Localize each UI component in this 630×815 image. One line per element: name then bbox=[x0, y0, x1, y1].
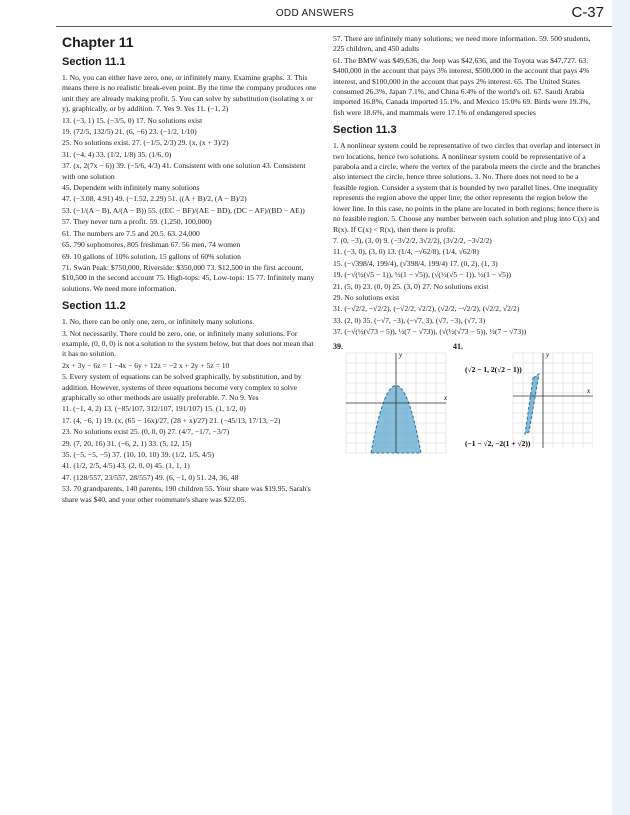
answer-line: 45. Dependent with infinitely many solutions bbox=[62, 183, 200, 193]
answer-line: 33. (2, 0) 35. (−√7, −3), (−√7, 3), (√7, −3), (√7, 3) bbox=[333, 315, 486, 325]
section-title-11-2: Section 11.2 bbox=[62, 300, 126, 313]
answer-line: 7. (0, −3), (3, 0) 9. (−3√2/2, 3√2/2), (3√2/2, −3√2/2) bbox=[333, 235, 492, 245]
answer-line: 19. (−√(½(√5 − 1)), ½(1 − √5)), (√(½(√5 − 1)), ½(1 − √5)) bbox=[333, 270, 512, 280]
answer-line: 37. (x, 2(7x − 6)) 39. (−5/6, 4/3) 41. Consistent with one solution 43. Consistent with one solution bbox=[62, 161, 306, 181]
y-axis-label: y bbox=[399, 350, 403, 359]
point-label-top: (√2 − 1, 2(√2 − 1)) bbox=[465, 364, 522, 374]
section-title-11-1: Section 11.1 bbox=[62, 56, 126, 68]
answer-line: 1. No, you can either have zero, one, or infinitely many. Examine graphs. 3. This means there is no realistic break-even point. By the time the company produces one unit they are already making profit. 5. You can solve by substitution (isolating x or y), graphically, or by addition. 7. Yes 9. Yes 11. (−1, 2) bbox=[62, 73, 317, 114]
section-title-11-3: Section 11.3 bbox=[333, 124, 397, 137]
right-column bbox=[333, 34, 601, 462]
answer-line: 37. (−√(½(√73 − 5)), ½(7 − √73)), (√(½(√73 − 5)), ½(7 − √73)) bbox=[333, 327, 527, 337]
x-axis-label: x bbox=[587, 386, 591, 395]
page-number: C-37 bbox=[571, 4, 604, 21]
answer-line: 21. (5, 0) 23. (0, 0) 25. (3, 0) 27. No solutions exist bbox=[333, 281, 489, 291]
answer-line: 47. (−3.08, 4.91) 49. (−1.52, 2.29) 51. ((A + B)/2, (A − B)/2) bbox=[62, 194, 247, 204]
answer-line: 57. There are infinitely many solutions; we need more information. 59. 500 students, 225 children, and 450 adults bbox=[333, 34, 591, 54]
answer-line: 1. A nonlinear system could be representative of two circles that overlap and intersect in two locations, hence two solutions. A nonlinear system could be representative of a parabola and a circle, where the vertex of the parabola meets the circle and the branches also intersect the circle, hence three solutions. 3. No. There does not need to be a feasible region. Consider a system that is bounded by two parallel lines. One inequality represents the region above the upper line; the other represents the region below the lower line. In this case, no points in the plane are located in both regions; hence there is no feasible region. 5. Choose any number between each solution and plug into C(x) and R(x). If C(x) < R(x), then there is profit. bbox=[333, 141, 601, 234]
graph-39 bbox=[341, 348, 451, 458]
chapter-title: Chapter 11 bbox=[62, 34, 134, 50]
graph-39-label: 39. bbox=[333, 341, 343, 351]
answer-line: 57. They never turn a profit. 59. (1,250, 100,000) bbox=[62, 217, 212, 227]
graph-41-label: 41. bbox=[453, 341, 463, 351]
answer-line: 11. (−3, 0), (3, 0) 13. (1/4, −√62/8), (1/4, √62/8) bbox=[333, 247, 479, 257]
answer-line: 41. (1/2, 2/5, 4/5) 43. (2, 0, 0) 45. (1, 1, 1) bbox=[62, 461, 190, 471]
equation-line: 2x + 3y − 6z = 1 −4x − 6y + 12z = −2 x + 2y + 5z = 10 bbox=[62, 360, 230, 370]
answer-line: 53. (−1/(A − B), A/(A − B)) 55. ((EC − BF)/(AE − BD), (DC − AF)/(BD − AE)) bbox=[62, 205, 305, 215]
answer-line: 29. (7, 20, 16) 31. (−6, 2, 1) 33. (5, 12, 15) bbox=[62, 438, 192, 448]
answer-line: 61. The BMW was $49,636, the Jeep was $42,636, and the Toyota was $47,727. 63. $400,000 in the account that pays 3% interest, $500,000 in the account that pays 4% interest, and $100,000 in the account that pays 2% interest. 65. The United States consumed 26.3%, Japan 7.1%, and China 6.4% of the world's oil. 67. Saudi Arabia imported 16.8%, Canada imported 15.1%, and Mexico 15.0% 69. Birds were 19.3%, fish were 18.6%, and mammals were 17.1% of endangered species bbox=[333, 55, 591, 117]
left-column bbox=[62, 34, 317, 506]
answer-line: 13. (−3, 1) 15. (−3/5, 0) 17. No solutions exist bbox=[62, 115, 203, 125]
answer-line: 17. (4, −6, 1) 19. (x, (65 − 16x)/27, (28 + x)/27) 21. (−45/13, 17/13, −2) bbox=[62, 415, 281, 425]
answer-line: 11. (−1, 4, 2) 13. (−85/107, 312/107, 191/107) 15. (1, 1/2, 0) bbox=[62, 404, 246, 414]
answer-line: 71. Swan Peak: $750,000, Riverside: $350,000 73. $12,500 in the first account, $10,500 in the second account 75. High-tops: 45, Low-tops: 15 77. Infinitely many solutions. We need more information. bbox=[62, 262, 315, 293]
answer-line: 69. 10 gallons of 10% solution, 15 gallons of 60% solution bbox=[62, 251, 241, 261]
answer-line: 53. 70 grandparents, 140 parents, 190 children 55. Your share was $19.95, Sarah's share was $40, and your other roommate's share was $22.05. bbox=[62, 484, 311, 504]
y-axis-label: y bbox=[546, 350, 550, 359]
x-axis-label: x bbox=[444, 393, 448, 402]
answer-line: 47. (128/557, 23/557, 28/557) 49. (6, −1, 0) 51. 24, 36, 48 bbox=[62, 472, 239, 482]
answer-line: 1. No, there can be only one, zero, or infinitely many solutions. bbox=[62, 317, 255, 327]
answer-line: 31. (−√2/2, −√2/2), (−√2/2, √2/2), (√2/2, −√2/2), (√2/2, √2/2) bbox=[333, 304, 520, 314]
page-edge-strip bbox=[612, 0, 630, 815]
answer-line: 5. Every system of equations can be solved graphically, by substitution, and by addition. However, systems of three equations become very complex to solve graphically so other methods are usually preferable. 7. No 9. Yes bbox=[62, 372, 302, 402]
answer-line: 65. 790 sophomores, 805 freshman 67. 56 men, 74 women bbox=[62, 240, 241, 250]
answer-line: 19. (72/5, 132/5) 21. (6, −6) 23. (−1/2, 1/10) bbox=[62, 127, 197, 137]
answer-line: 15. (−√398/4, 199/4), (√398/4, 199/4) 17. (0, 2), (1, 3) bbox=[333, 258, 498, 268]
answer-line: 31. (−4, 4) 33. (1/2, 1/8) 35. (1/6, 0) bbox=[62, 149, 172, 159]
answer-line: 23. No solutions exist 25. (0, 0, 0) 27. (4/7, −1/7, −3/7) bbox=[62, 427, 230, 437]
graph-area bbox=[333, 342, 601, 462]
answer-line: 3. Not necessarily. There could be zero, one, or infinitely many solutions. For example, (0, 0, 0) is not a solution to the system below, but that does not mean that it has no solution. bbox=[62, 328, 314, 359]
answer-line: 61. The numbers are 7.5 and 20.5. 63. 24,000 bbox=[62, 228, 200, 238]
header-rule bbox=[56, 26, 612, 27]
point-label-bottom: (−1 − √2, −2(1 + √2)) bbox=[465, 438, 531, 448]
answer-line: 25. No solutions exist. 27. (−1/5, 2/3) 29. (x, (x + 3)/2) bbox=[62, 138, 229, 148]
answer-line: 35. (−5, −5, −5) 37. (10, 10, 10) 39. (1/2, 1/5, 4/5) bbox=[62, 450, 215, 459]
running-header: ODD ANSWERS bbox=[275, 8, 355, 19]
answer-line: 29. No solutions exist bbox=[333, 292, 400, 302]
graph-41 bbox=[463, 348, 593, 458]
